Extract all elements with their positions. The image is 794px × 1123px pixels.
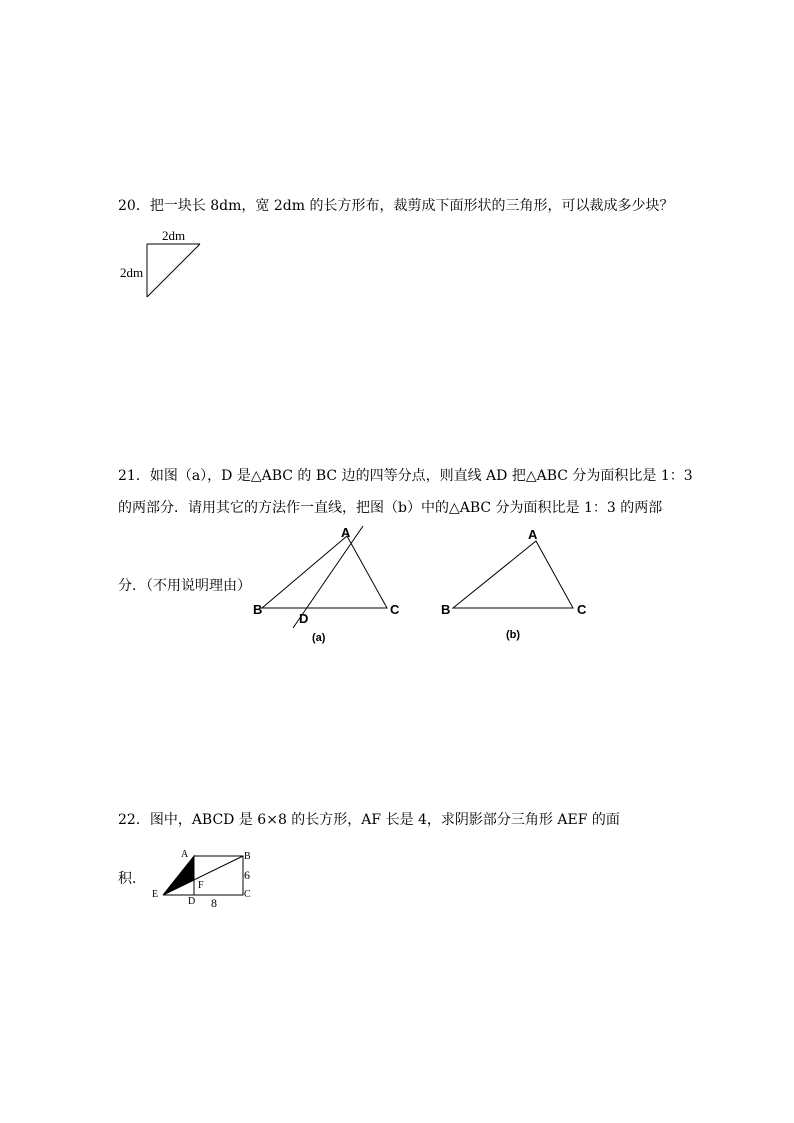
q21-figure-a — [250, 522, 410, 652]
fig-b-label-a: A — [528, 527, 538, 542]
fig-a-label-c: C — [390, 602, 400, 617]
fig-b-label-b: B — [441, 602, 451, 617]
fig-b-triangle — [453, 541, 573, 608]
q21-line1: 21．如图（a），D 是△ABC 的 BC 边的四等分点，则直线 AD 把△ABC 分为面积比是 1：3 — [118, 468, 693, 484]
q20-label-top: 2dm — [162, 228, 186, 243]
q20-hypotenuse — [147, 244, 200, 297]
q20-text: 20．把一块长 8dm，宽 2dm 的长方形布，裁剪成下面形状的三角形，可以裁成多少块？ — [118, 198, 674, 214]
q22-label-e: E — [152, 889, 159, 900]
q22-label-f: F — [198, 880, 204, 891]
q22-label-bottom-8: 8 — [211, 896, 217, 910]
q21-line3: 分．（不用说明理由） — [118, 578, 251, 594]
q22-label-b: B — [244, 851, 251, 862]
q22-label-c: C — [244, 889, 251, 900]
fig-a-label-d: D — [299, 611, 309, 626]
q22-label-d: D — [188, 896, 196, 907]
q20-label-left: 2dm — [120, 265, 144, 280]
fig-a-caption: (a) — [312, 632, 326, 644]
q21-line2: 的两部分．请用其它的方法作一直线，把图（b）中的△ABC 分为面积比是 1：3 的两部 — [118, 500, 663, 516]
fig-a-label-a: A — [341, 525, 351, 540]
q22-label-a: A — [181, 849, 189, 860]
fig-b-caption: (b) — [506, 629, 521, 641]
q22-line1: 22．图中，ABCD 是 6×8 的长方形，AF 长是 4，求阴影部分三角形 AEF 的面 — [118, 812, 620, 828]
q22-shaded-triangle-aef — [163, 856, 194, 895]
q22-line2: 积． — [118, 871, 146, 887]
q20-triangle-figure — [110, 225, 210, 305]
fig-a-triangle — [262, 536, 387, 608]
fig-a-label-b: B — [253, 602, 263, 617]
q21-figure-b — [440, 522, 600, 652]
fig-b-label-c: C — [577, 602, 587, 617]
q22-rectangle-figure — [146, 845, 266, 915]
q22-label-side-6: 6 — [244, 868, 250, 882]
